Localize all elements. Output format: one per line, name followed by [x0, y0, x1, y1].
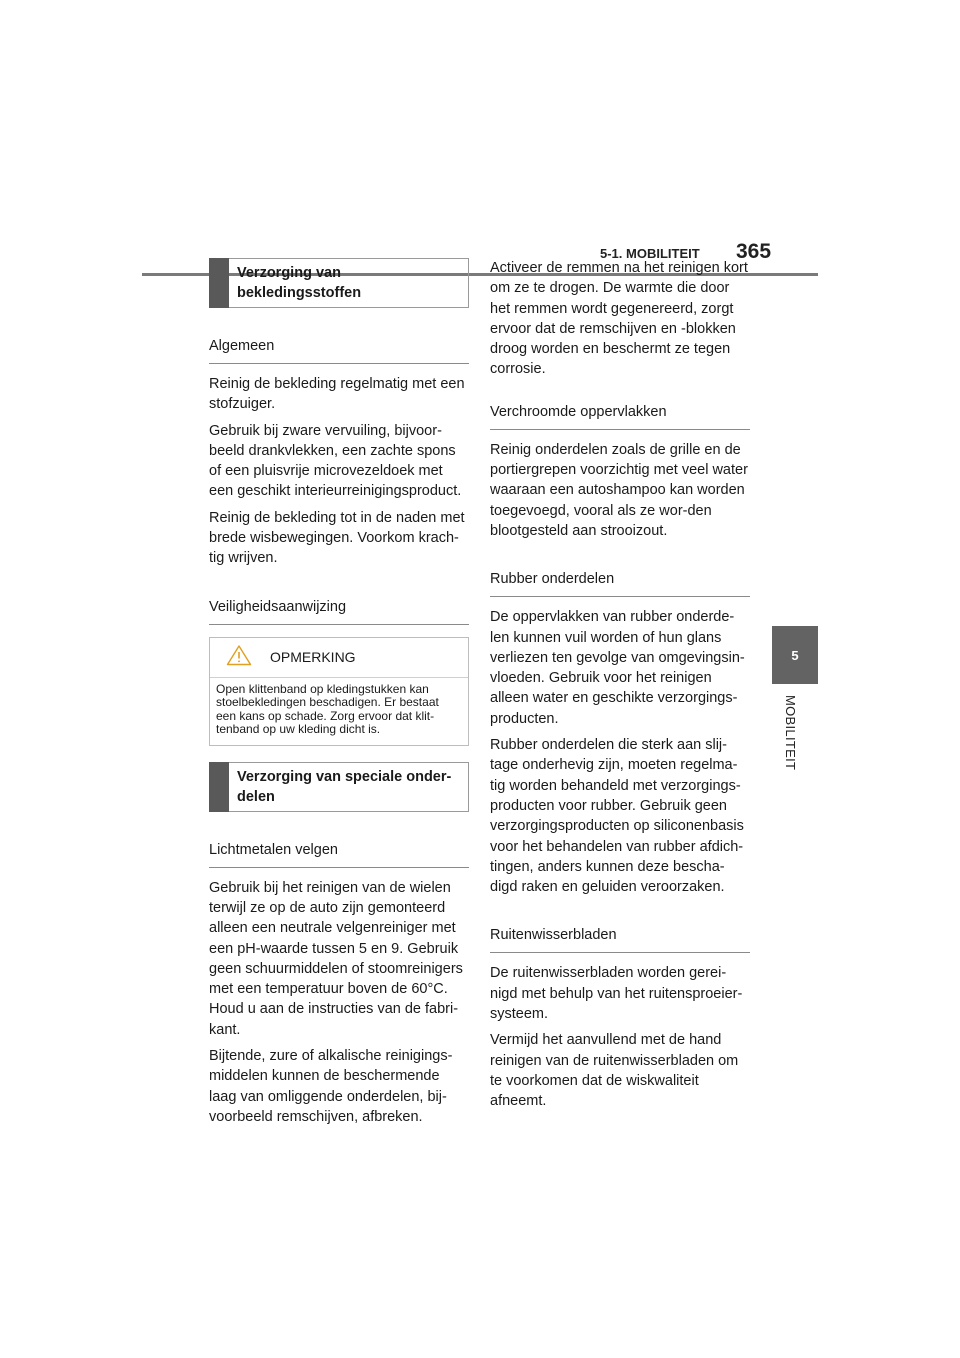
section-header-text: Verzorging van bekledingsstoffen — [237, 265, 362, 301]
paragraph: Gebruik bij zware vervuiling, bijvoor-beeld drankvlekken, een zachte spons of een pluisvrije microvezeldoek met een geschikt interieurreinigingsproduct. — [209, 422, 462, 500]
section-title: 5-1. MOBILITEIT — [600, 246, 700, 261]
warning-triangle-icon — [226, 644, 252, 671]
left-column — [209, 258, 469, 1133]
subheading-verchroomde: Verchroomde oppervlakken — [490, 392, 750, 430]
subheading-algemeen: Algemeen — [209, 326, 469, 364]
subheading-ruitenwisserbladen: Ruitenwisserbladen — [490, 915, 750, 953]
notice-text: Open klittenband op kledingstukken kan stoelbekledingen beschadigen. Er bestaat een kans op schade. Zorg ervoor dat klit-tenband op uw kleding dicht is. — [216, 681, 439, 737]
paragraph: Reinig de bekleding tot in de naden met brede wisbewegingen. Voorkom krach-tig wrijven. — [209, 509, 465, 567]
paragraph: De oppervlakken van rubber onderde-len kunnen vuil worden of hun glans verliezen ten gevolge van omgevingsin-vloeden. Gebruik voor het reinigen alleen water en geschikte verzorgings-producten. — [490, 609, 745, 727]
chapter-label: MOBILITEIT — [783, 695, 798, 771]
section-header-bekleding — [209, 258, 469, 308]
notice-header — [210, 638, 468, 678]
paragraph: Bijtende, zure of alkalische reinigings-middelen kunnen de beschermende laag van omliggende onderdelen, bij-voorbeeld remschijven, afbreken. — [209, 1048, 453, 1125]
section-header-text: Verzorging van speciale onder-delen — [237, 768, 452, 805]
page-number: 365 — [736, 240, 772, 263]
notice-title: OPMERKING — [270, 649, 356, 666]
section-marker — [209, 762, 229, 812]
subheading-lichtmetalen-velgen: Lichtmetalen velgen — [209, 830, 469, 868]
section-header-speciale-onderdelen — [209, 762, 469, 812]
paragraph: Vermijd het aanvullend met de hand reinigen van de ruitenwisserbladen om te voorkomen dat de wiskwaliteit afneemt. — [490, 1032, 739, 1110]
subheading-veiligheid: Veiligheidsaanwijzing — [209, 587, 469, 625]
paragraph: Gebruik bij het reinigen van de wielen terwijl ze op de auto zijn gemonteerd alleen een neutrale velgenreiniger met een pH-waarde tussen 5 en 9. Gebruik geen schuurmiddelen of stoomreinigers met een temperatuur boven de 60°C. Houd u aan de instructies van de fabri-kant. — [209, 879, 463, 1038]
subheading-rubber: Rubber onderdelen — [490, 559, 750, 597]
paragraph: Activeer de remmen na het reinigen kort om ze te drogen. De warmte die door het remmen wordt gegenereerd, zorgt ervoor dat de remschijven en -blokken droog worden en beschermt ze tegen corrosie. — [490, 260, 748, 378]
paragraph: Rubber onderdelen die sterk aan slij-tage onderhevig zijn, moeten regelma-tig worden behandeld met verzorgings-producten voor rubber. Gebruik geen verzorgingsproducten op siliconenbasis voor het behandelen van rubber afdich-tingen, anders kunnen deze bescha-digd raken en geluiden veroorzaken. — [490, 737, 744, 896]
paragraph: Reinig de bekleding regelmatig met een stofzuiger. — [209, 376, 465, 413]
section-marker — [209, 258, 229, 308]
chapter-tab[interactable]: 5 — [772, 626, 818, 684]
notice-box — [209, 637, 469, 746]
paragraph: Reinig onderdelen zoals de grille en de portiergrepen voorzichtig met veel water waaraan een autoshampoo kan worden toegevoegd, vooral als ze wor-den blootgesteld aan strooizout. — [490, 441, 748, 539]
right-column — [490, 258, 750, 1118]
paragraph: De ruitenwisserbladen worden gerei-nigd met behulp van het ruitensproeier-systeem. — [490, 965, 743, 1023]
